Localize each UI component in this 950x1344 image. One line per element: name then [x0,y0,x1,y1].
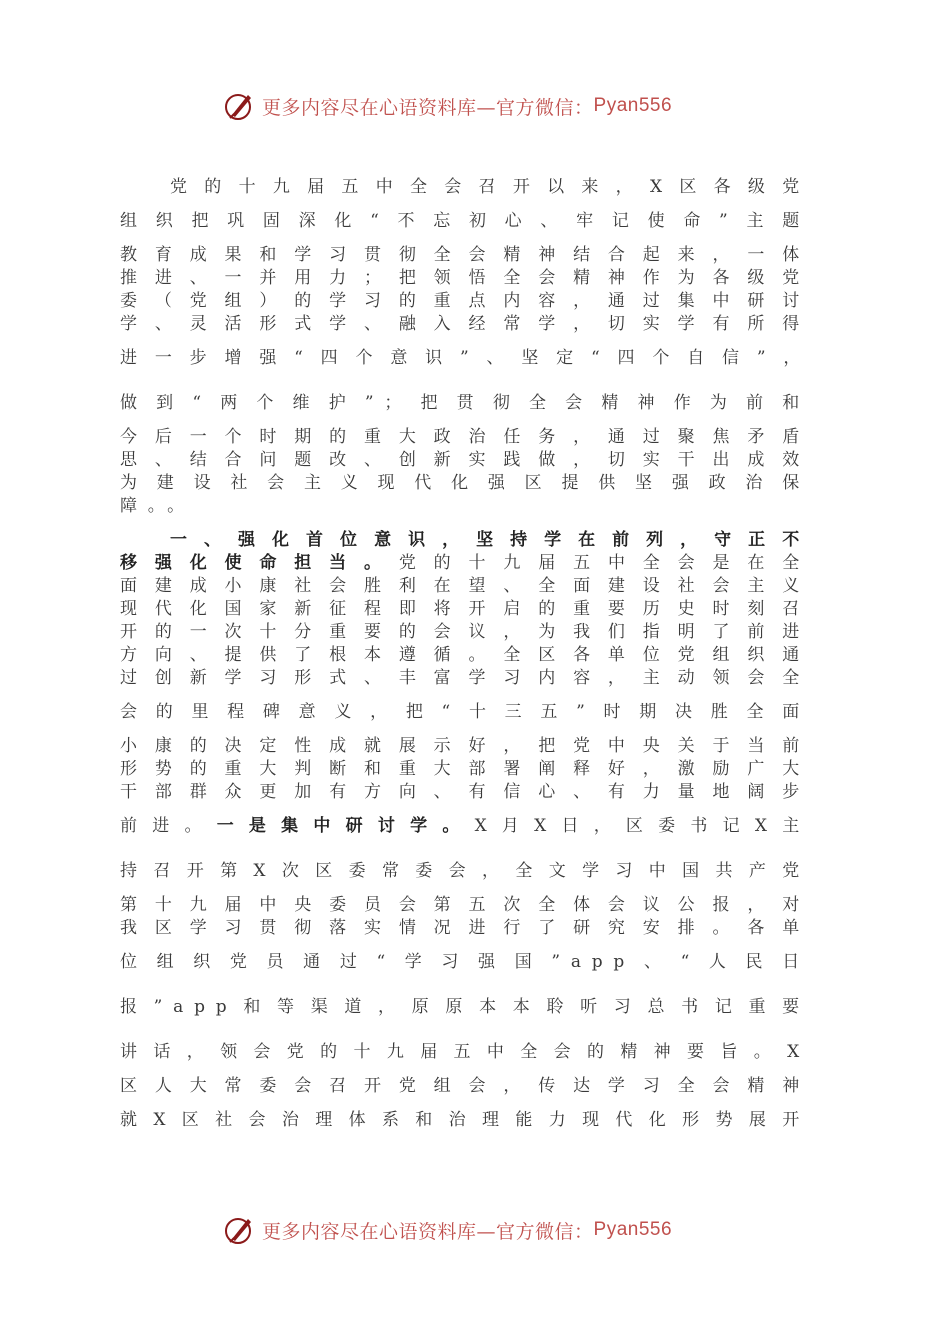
text-segment: X月X日，区委书记X主 [474,816,810,836]
text-line: 障。。 [120,496,195,516]
header-watermark [222,86,742,126]
text-line: 就X区社会治理体系和治理能力现代化形势展开 [120,1110,810,1130]
text-line: 现代化国家新征程即将开启的重要历史时刻召 [120,599,810,619]
subheading-inline: 一是集中研讨学。 [216,816,475,836]
text-line: 干部群众更加有方向、有信心、有力量地阔步 [120,782,810,802]
text-line: 会的里程碑意义，把“十三五”时期决胜全面 [120,702,810,722]
heading-continuation: 移强化使命担当。 [120,553,399,573]
text-line: 我区学习贯彻落实情况进行了研究安排。各单 [120,918,810,938]
text-line: 教育成果和学习贯彻全会精神结合起来，一体 [120,245,810,265]
text-line [120,552,810,575]
quill-logo-icon [222,89,256,123]
text-segment: 前进。 [120,816,217,836]
text-line: 形势的重大判断和重大部署阐释好，激励广大 [120,759,810,779]
text-line: 进一步增强“四个意识”、坚定“四个自信”， [120,348,810,368]
text-line: 小康的决定性成就展示好，把党中央关于当前 [120,736,810,756]
text-line: 思、结合问题改、创新实践做，切实干出成效 [120,450,810,470]
text-line: 方向、提供了根本遵循。全区各单位党组织通 [120,645,810,665]
text-line: 报”app和等渠道，原原本本聆听习总书记重要 [120,997,810,1017]
text-line: 推进、一并用力；把领悟全会精神作为各级党 [120,268,810,288]
text-line [120,815,810,838]
text-line: 党的十九届五中全会召开以来，X区各级党 [170,177,810,197]
text-line: 委（党组）的学习的重点内容，通过集中研讨 [120,291,810,311]
text-line: 为建设社会主义现代化强区提供坚强政治保 [120,473,810,493]
section-heading: 一、强化首位意识，坚持学在前列，守正不 [170,530,810,550]
text-line: 今后一个时期的重大政治任务，通过聚焦矛盾 [120,427,810,447]
footer-watermark [222,1210,742,1250]
wechat-id: Pyan556 [593,95,673,116]
text-line: 组织把巩固深化“不忘初心、牢记使命”主题 [120,211,810,231]
text-line: 做到“两个维护”；把贯彻全会精神作为前和 [120,393,810,413]
text-line: 区人大常委会召开党组会，传达学习全会精神 [120,1076,810,1096]
quill-logo-icon [222,1213,256,1247]
watermark-text: 更多内容尽在心语资料库—官方微信： [262,96,594,119]
text-line: 位组织党员通过“学习强国”app、“人民日 [120,952,810,972]
text-segment: 党的十九届五中全会是在全 [398,553,810,573]
wechat-id: Pyan556 [593,1219,673,1240]
text-line: 面建成小康社会胜利在望、全面建设社会主义 [120,576,810,596]
text-line: 第十九届中央委员会第五次全体会议公报，对 [120,895,810,915]
document-body [120,176,810,1132]
text-line: 持召开第X次区委常委会，全文学习中国共产党 [120,861,810,881]
watermark-text: 更多内容尽在心语资料库—官方微信： [262,1220,594,1243]
text-line: 讲话，领会党的十九届五中全会的精神要旨。X [120,1042,810,1062]
text-line: 开的一次十分重要的会议，为我们指明了前进 [120,622,810,642]
text-line: 学、灵活形式学、融入经常学，切实学有所得 [120,314,810,334]
text-line: 过创新学习形式、丰富学习内容，主动领会全 [120,668,810,688]
